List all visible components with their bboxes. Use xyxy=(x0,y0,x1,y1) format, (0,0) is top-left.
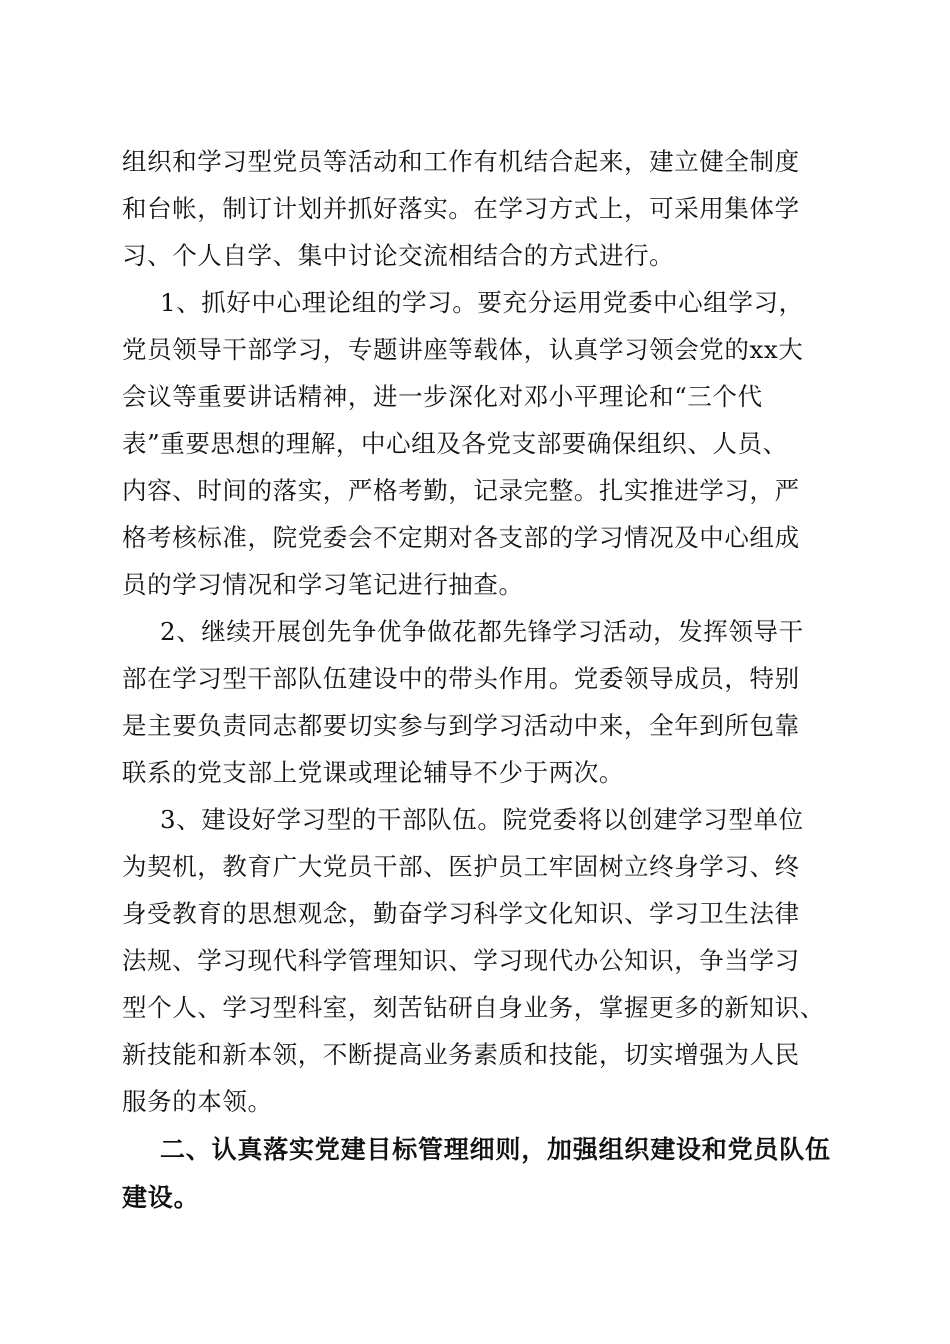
body-text-line: 为契机，教育广大党员干部、医护员工牢固树立终身学习、终 xyxy=(122,852,800,881)
body-text-line: 是主要负责同志都要切实参与到学习活动中来，全年到所包靠 xyxy=(122,711,800,740)
list-item-1-text: 1、抓好中心理论组的学习。要充分运用党委中心组学习， xyxy=(160,288,804,317)
body-text-line: 组织和学习型党员等活动和工作有机结合起来，建立健全制度 xyxy=(122,147,800,176)
body-text-line: 内容、时间的落实，严格考勤，记录完整。扎实推进学习，严 xyxy=(122,476,800,505)
body-text-line: 员的学习情况和学习笔记进行抽查。 xyxy=(122,570,524,599)
body-text-line: 身受教育的思想观念，勤奋学习科学文化知识、学习卫生法律 xyxy=(122,899,800,928)
body-text-line: 型个人、学习型科室，刻苦钻研自身业务，掌握更多的新知识、 xyxy=(122,993,825,1022)
body-text-line: 联系的党支部上党课或理论辅导不少于两次。 xyxy=(122,758,624,787)
body-text-line: 服务的本领。 xyxy=(122,1087,273,1116)
list-item-2-text: 2、继续开展创先争优争做花都先锋学习活动，发挥领导干 xyxy=(160,617,804,646)
section-heading: 二、认真落实党建目标管理细则，加强组织建设和党员队伍 xyxy=(160,1135,831,1164)
body-text-line: 会议等重要讲话精神，进一步深化对邓小平理论和“三个代 xyxy=(122,382,763,411)
body-text-line: 和台帐，制订计划并抓好落实。在学习方式上，可采用集体学 xyxy=(122,194,800,223)
body-text-line: 表”重要思想的理解，中心组及各党支部要确保组织、人员、 xyxy=(122,429,788,458)
body-text-line: 党员领导干部学习，专题讲座等载体，认真学习领会党的xx大 xyxy=(122,335,804,364)
body-text-line: 习、个人自学、集中讨论交流相结合的方式进行。 xyxy=(122,241,675,270)
body-text-line: 部在学习型干部队伍建设中的带头作用。党委领导成员，特别 xyxy=(122,664,800,693)
body-text-line: 法规、学习现代科学管理知识、学习现代办公知识，争当学习 xyxy=(122,946,800,975)
body-text-line: 格考核标准，院党委会不定期对各支部的学习情况及中心组成 xyxy=(122,523,800,552)
body-text-line: 新技能和新本领，不断提高业务素质和技能，切实增强为人民 xyxy=(122,1040,800,1069)
section-heading-continued: 建设。 xyxy=(122,1183,200,1212)
list-item-3-text: 3、建设好学习型的干部队伍。院党委将以创建学习型单位 xyxy=(160,805,804,834)
